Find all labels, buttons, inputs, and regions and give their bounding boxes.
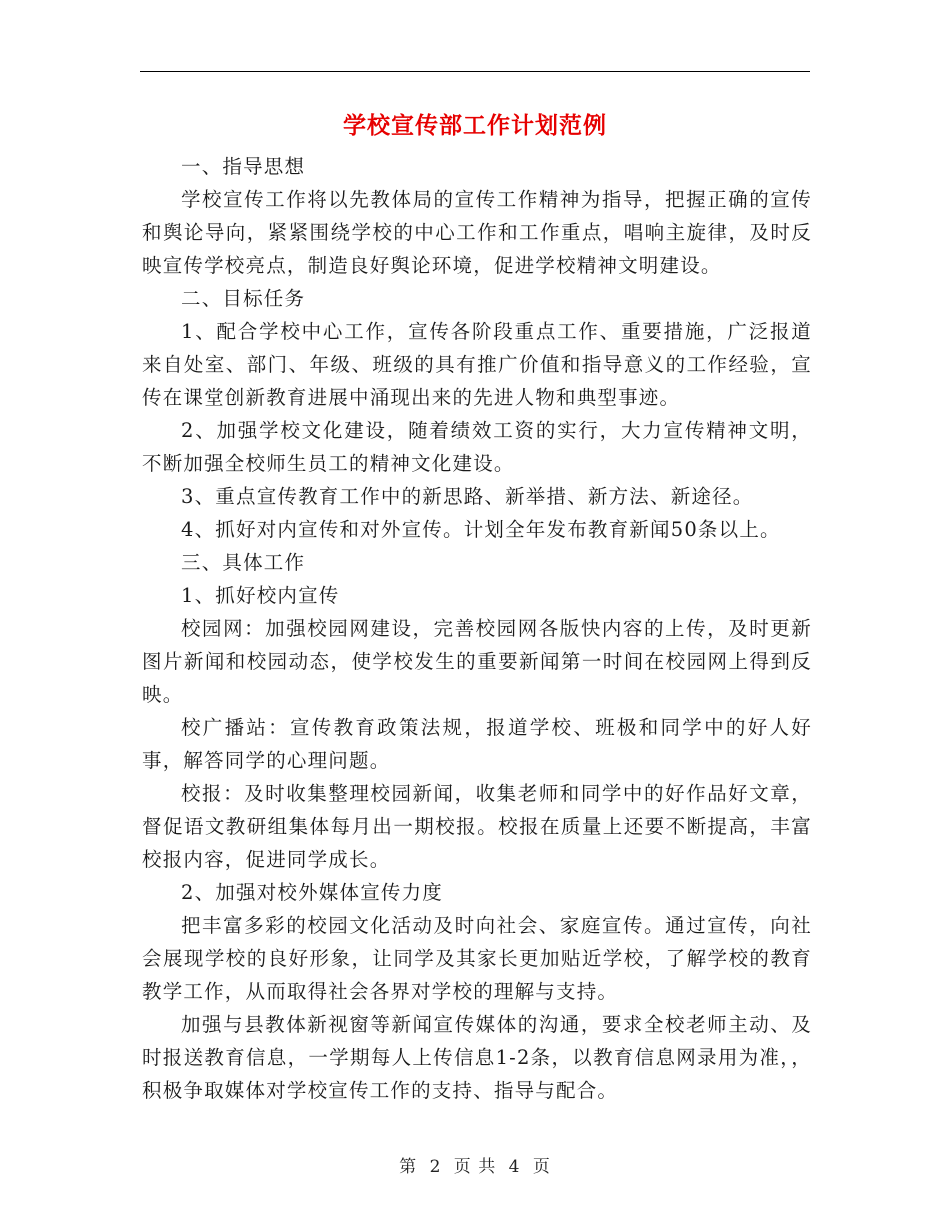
paragraph: 校报：及时收集整理校园新闻，收集老师和同学中的好作品好文章，督促语文教研组集体每月出一期校报。校报在质量上还要不断提高，丰富校报内容，促进同学成长。	[142, 782, 812, 871]
subsection-heading: 2、加强对校外媒体宣传力度	[181, 881, 444, 904]
current-page-number: 2	[429, 1157, 442, 1177]
paragraph: 4、抓好对内宣传和对外宣传。计划全年发布教育新闻50条以上。	[181, 518, 781, 541]
total-pages-number: 4	[508, 1157, 521, 1177]
paragraph: 2、加强学校文化建设，随着绩效工资的实行，大力宣传精神文明，不断加强全校师生员工的精神文化建设。	[142, 419, 812, 475]
paragraph: 1、配合学校中心工作，宣传各阶段重点工作、重要措施，广泛报道来自处室、部门、年级、班级的具有推广价值和指导意义的工作经验，宣传在课堂创新教育进展中涌现出来的先进人物和典型事迹。	[142, 320, 812, 409]
page-label-suffix: 页	[532, 1157, 551, 1177]
subsection-heading: 1、抓好校内宣传	[181, 584, 340, 607]
section-heading: 二、目标任务	[181, 287, 306, 310]
paragraph: 加强与县教体新视窗等新闻宣传媒体的沟通，要求全校老师主动、及时报送教育信息，一学期每人上传信息1-2条，以教育信息网录用为准，，积极争取媒体对学校宣传工作的支持、指导与配合。	[142, 1013, 812, 1102]
paragraph: 校园网：加强校园网建设，完善校园网各版快内容的上传，及时更新图片新闻和校园动态，使学校发生的重要新闻第一时间在校园网上得到反映。	[142, 617, 812, 706]
page-footer	[0, 1152, 950, 1177]
section-heading: 三、具体工作	[181, 551, 306, 574]
paragraph: 学校宣传工作将以先教体局的宣传工作精神为指导，把握正确的宣传和舆论导向，紧紧围绕学校的中心工作和工作重点，唱响主旋律，及时反映宣传学校亮点，制造良好舆论环境，促进学校精神文明建设。	[142, 188, 812, 277]
page-label-prefix: 第	[399, 1157, 418, 1177]
document-body	[142, 150, 812, 1107]
document-title: 学校宣传部工作计划范例	[343, 112, 607, 139]
paragraph: 3、重点宣传教育工作中的新思路、新举措、新方法、新途径。	[181, 485, 754, 508]
paragraph: 把丰富多彩的校园文化活动及时向社会、家庭宣传。通过宣传，向社会展现学校的良好形象，让同学及其家长更加贴近学校，了解学校的教育教学工作，从而取得社会各界对学校的理解与支持。	[142, 914, 812, 1003]
section-heading: 一、指导思想	[181, 155, 306, 178]
page-label-mid: 页 共	[453, 1157, 497, 1177]
paragraph: 校广播站：宣传教育政策法规，报道学校、班极和同学中的好人好事，解答同学的心理问题。	[142, 716, 812, 772]
header-rule	[140, 71, 810, 72]
